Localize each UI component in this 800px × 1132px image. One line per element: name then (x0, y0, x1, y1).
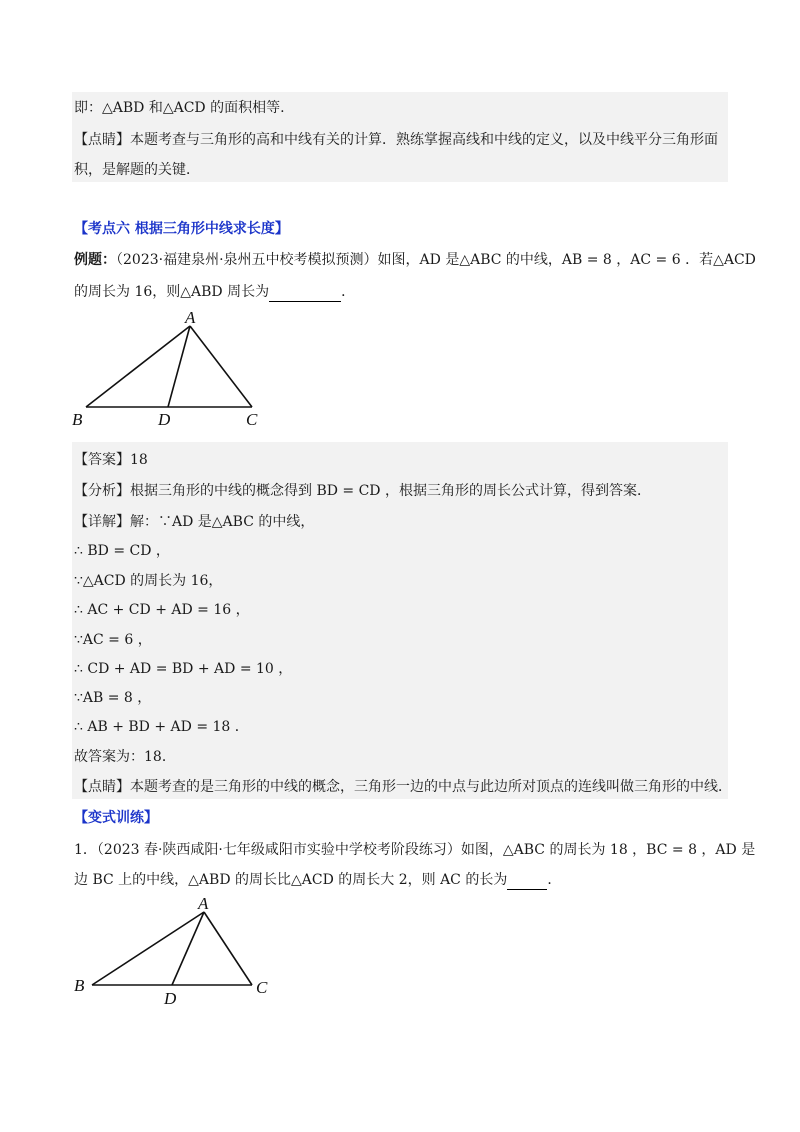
solution-comment: 【点睛】本题考查的是三角形的中线的概念，三角形一边的中点与此边所对顶点的连线叫做三角形的中线． (74, 779, 732, 795)
detail-header: 【详解】解：∵AD 是△ABC 的中线， (74, 514, 315, 530)
step-1: ∴ BD = CD ， (74, 543, 170, 559)
practice-triangle-figure (66, 890, 286, 1008)
question-1-line-2 (74, 870, 561, 890)
vertex-label-c: C (246, 410, 258, 429)
vertex-label-d: D (158, 410, 171, 429)
answer-blank (269, 283, 341, 302)
step-7: ∴ AB + BD + AD = 18 ． (74, 719, 249, 735)
side-ac (204, 912, 252, 985)
q1-answer-blank (507, 871, 547, 890)
answer-text: 【答案】18 (74, 452, 148, 468)
median-ad (168, 326, 190, 407)
step-4: ∵AC = 6 ， (74, 632, 152, 648)
practice-title: 【变式训练】 (74, 810, 158, 826)
final-answer: 故答案为：18． (74, 749, 176, 765)
question-1-text-2-end: ． (547, 872, 562, 888)
vertex-label-a: A (185, 308, 196, 327)
vertex-label-d: D (164, 989, 177, 1008)
example-line-1 (74, 250, 756, 270)
step-2: ∵△ACD 的周长为 16， (74, 573, 223, 589)
section-title: 【考点六 根据三角形中线求长度】 (74, 221, 289, 237)
step-5: ∴ CD + AD = BD + AD = 10 ， (74, 661, 293, 677)
side-ac (190, 326, 252, 407)
example-triangle-figure (64, 306, 284, 430)
example-text-1: （2023·福建泉州·泉州五中校考模拟预测）如图，AD 是△ABC 的中线，AB = 8 ，AC = 6 ．若△ACD (116, 252, 756, 268)
example-line-2 (74, 282, 355, 302)
vertex-label-a: A (198, 894, 209, 913)
question-1-line-1: 1．（2023 春·陕西咸阳·七年级咸阳市实验中学校考阶段练习）如图，△ABC 的周长为 18 ，BC = 8 ，AD 是 (74, 842, 756, 858)
example-label: 例题： (74, 252, 116, 268)
analysis-text: 【分析】根据三角形的中线的概念得到 BD = CD ，根据三角形的周长公式计算，得到答案． (74, 483, 651, 499)
vertex-label-b: B (72, 410, 83, 429)
comment-text-1: 【点睛】本题考查与三角形的高和中线有关的计算．熟练掌握高线和中线的定义，以及中线平分三角形面 (74, 132, 718, 148)
step-6: ∵AB = 8 ， (74, 690, 152, 706)
example-text-2: 的周长为 16，则△ABD 周长为 (74, 284, 270, 300)
conclusion-text: 即：△ABD 和△ACD 的面积相等. (74, 100, 285, 116)
question-1-text-2: 边 BC 上的中线，△ABD 的周长比△ACD 的周长大 2，则 AC 的长为 (74, 872, 508, 888)
comment-text-2: 积，是解题的关键． (74, 162, 200, 178)
example-text-2-end: ． (341, 284, 356, 300)
vertex-label-c: C (256, 978, 268, 997)
vertex-label-b: B (74, 976, 85, 995)
side-ab (86, 326, 190, 407)
step-3: ∴ AC + CD + AD = 16 ， (74, 602, 250, 618)
